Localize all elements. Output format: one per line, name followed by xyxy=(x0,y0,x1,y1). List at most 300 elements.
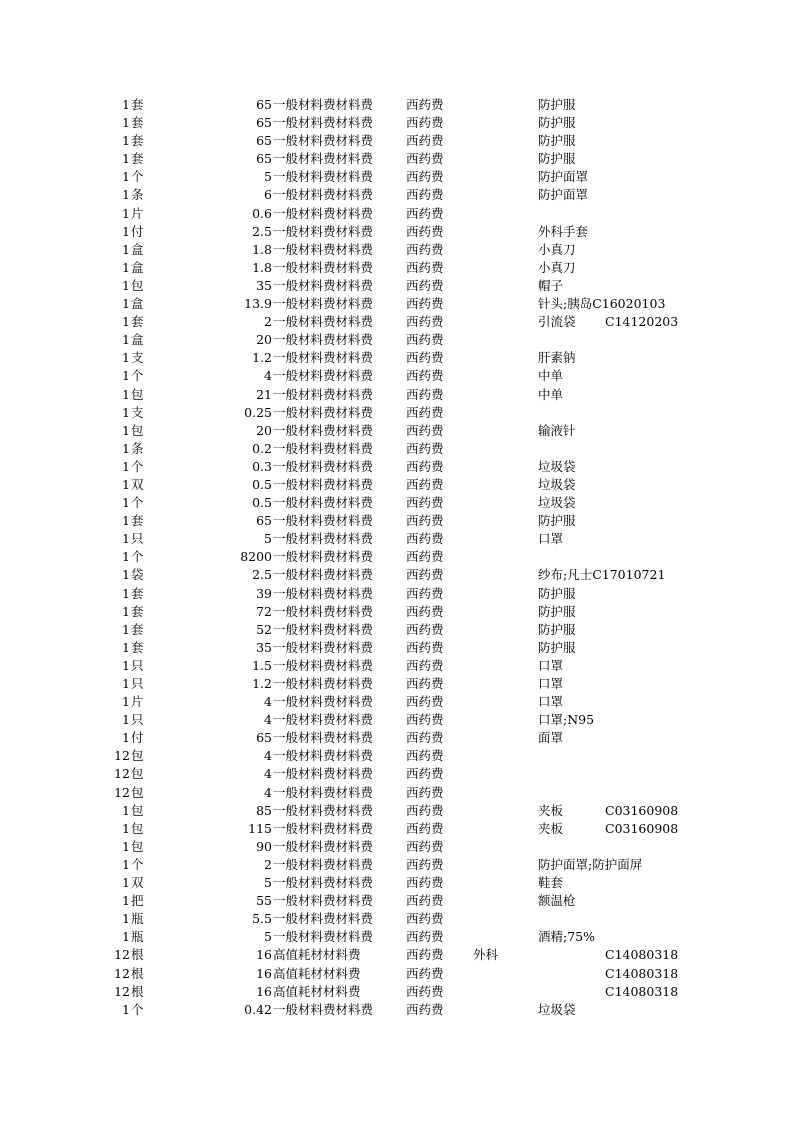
fee-type-cell: 西药费 xyxy=(406,314,444,330)
table-row xyxy=(0,747,793,765)
unit-cell: 个 xyxy=(131,368,144,384)
unit-cell: 片 xyxy=(131,694,144,710)
item-name-cell: 输液针 xyxy=(538,422,576,438)
table-row xyxy=(0,928,793,946)
category-cell: 一般材料费材料费 xyxy=(273,133,374,149)
price-cell: 1.2 xyxy=(252,676,272,691)
quantity-cell: 1 xyxy=(122,639,130,655)
table-row xyxy=(0,422,793,440)
price-cell: 16 xyxy=(256,983,272,999)
fee-type-cell: 西药费 xyxy=(406,694,444,710)
price-cell: 2 xyxy=(264,314,272,330)
table-row xyxy=(0,295,793,313)
price-cell: 0.2 xyxy=(252,440,272,456)
fee-type-cell: 西药费 xyxy=(406,549,444,565)
price-cell: 4 xyxy=(264,694,272,710)
quantity-cell: 1 xyxy=(122,911,130,927)
table-row xyxy=(0,1001,793,1019)
price-cell: 0.5 xyxy=(252,476,272,492)
unit-cell: 套 xyxy=(131,639,144,655)
unit-cell: 个 xyxy=(131,458,144,474)
price-cell: 65 xyxy=(256,730,272,746)
quantity-cell: 1 xyxy=(122,657,130,673)
price-cell: 72 xyxy=(256,603,272,619)
item-name-cell: 防护服 xyxy=(538,603,576,619)
unit-cell: 套 xyxy=(131,151,144,167)
category-cell: 一般材料费材料费 xyxy=(273,856,374,872)
unit-cell: 个 xyxy=(131,549,144,565)
fee-type-cell: 西药费 xyxy=(406,585,444,601)
price-cell: 52 xyxy=(256,621,272,637)
price-cell: 4 xyxy=(264,368,272,384)
fee-type-cell: 西药费 xyxy=(406,820,444,836)
table-row xyxy=(0,313,793,331)
unit-cell: 支 xyxy=(131,350,144,366)
unit-cell: 包 xyxy=(131,820,144,836)
table-row xyxy=(0,675,793,693)
unit-cell: 双 xyxy=(131,875,144,891)
category-cell: 一般材料费材料费 xyxy=(273,875,374,891)
category-cell: 一般材料费材料费 xyxy=(273,314,374,330)
table-row xyxy=(0,367,793,385)
price-cell: 5 xyxy=(264,929,272,945)
category-cell: 一般材料费材料费 xyxy=(273,621,374,637)
table-row xyxy=(0,223,793,241)
item-name-cell: 中单 xyxy=(538,386,564,402)
quantity-cell: 1 xyxy=(122,549,130,565)
item-name-cell: 垃圾袋 xyxy=(538,476,576,492)
price-cell: 35 xyxy=(256,639,272,655)
category-cell: 一般材料费材料费 xyxy=(273,766,374,782)
item-name-cell: 垃圾袋 xyxy=(538,458,576,474)
item-code-cell: C14120203 xyxy=(605,314,679,330)
quantity-cell: 1 xyxy=(122,205,130,221)
quantity-cell: 12 xyxy=(114,965,130,981)
quantity-cell: 1 xyxy=(122,223,130,239)
unit-cell: 套 xyxy=(131,513,144,529)
price-cell: 0.6 xyxy=(252,205,272,221)
category-cell: 一般材料费材料费 xyxy=(273,277,374,293)
table-row xyxy=(0,530,793,548)
item-name-cell: 面罩 xyxy=(538,730,564,746)
quantity-cell: 1 xyxy=(122,169,130,185)
price-cell: 65 xyxy=(256,151,272,167)
quantity-cell: 1 xyxy=(122,368,130,384)
quantity-cell: 1 xyxy=(122,115,130,131)
category-cell: 一般材料费材料费 xyxy=(273,422,374,438)
price-cell: 85 xyxy=(256,802,272,818)
item-name-cell: 垃圾袋 xyxy=(538,495,576,511)
price-cell: 4 xyxy=(264,766,272,782)
fee-type-cell: 西药费 xyxy=(406,730,444,746)
quantity-cell: 1 xyxy=(122,458,130,474)
item-name-cell: 引流袋 xyxy=(538,314,576,330)
item-name-cell: 小真刀 xyxy=(538,241,576,257)
fee-type-cell: 西药费 xyxy=(406,187,444,203)
price-cell: 16 xyxy=(256,965,272,981)
fee-type-cell: 西药费 xyxy=(406,802,444,818)
unit-cell: 根 xyxy=(131,965,144,981)
category-cell: 高值耗材材料费 xyxy=(273,965,361,981)
quantity-cell: 12 xyxy=(114,947,130,963)
fee-type-cell: 西药费 xyxy=(406,567,444,583)
fee-type-cell: 西药费 xyxy=(406,205,444,221)
quantity-cell: 1 xyxy=(122,187,130,203)
quantity-cell: 1 xyxy=(122,929,130,945)
item-name-cell: 防护服 xyxy=(538,585,576,601)
category-cell: 一般材料费材料费 xyxy=(273,169,374,185)
fee-type-cell: 西药费 xyxy=(406,404,444,420)
category-cell: 一般材料费材料费 xyxy=(273,820,374,836)
category-cell: 一般材料费材料费 xyxy=(273,567,374,583)
quantity-cell: 1 xyxy=(122,296,130,312)
unit-cell: 付 xyxy=(131,730,144,746)
quantity-cell: 1 xyxy=(122,820,130,836)
table-row xyxy=(0,566,793,584)
unit-cell: 套 xyxy=(131,603,144,619)
table-row xyxy=(0,802,793,820)
item-name-cell: 针头;胰岛C16020103 xyxy=(538,296,666,312)
price-cell: 5 xyxy=(264,875,272,891)
table-row xyxy=(0,150,793,168)
fee-type-cell: 西药费 xyxy=(406,332,444,348)
fee-type-cell: 西药费 xyxy=(406,621,444,637)
category-cell: 一般材料费材料费 xyxy=(273,784,374,800)
item-name-cell: 防护服 xyxy=(538,639,576,655)
item-name-cell: 夹板 xyxy=(538,802,564,818)
item-name-cell: 帽子 xyxy=(538,277,564,293)
unit-cell: 个 xyxy=(131,856,144,872)
category-cell: 一般材料费材料费 xyxy=(273,712,374,728)
category-cell: 一般材料费材料费 xyxy=(273,513,374,529)
quantity-cell: 1 xyxy=(122,694,130,710)
quantity-cell: 1 xyxy=(122,277,130,293)
table-row xyxy=(0,965,793,983)
table-row xyxy=(0,259,793,277)
category-cell: 一般材料费材料费 xyxy=(273,694,374,710)
quantity-cell: 1 xyxy=(122,151,130,167)
department-cell: 外科 xyxy=(473,947,499,963)
category-cell: 一般材料费材料费 xyxy=(273,223,374,239)
item-name-cell: 酒精;75% xyxy=(538,929,595,945)
price-cell: 2.5 xyxy=(252,567,272,583)
table-row xyxy=(0,404,793,422)
item-name-cell: 防护服 xyxy=(538,115,576,131)
quantity-cell: 1 xyxy=(122,676,130,691)
unit-cell: 只 xyxy=(131,657,144,673)
fee-type-cell: 西药费 xyxy=(406,169,444,185)
quantity-cell: 1 xyxy=(122,531,130,547)
category-cell: 一般材料费材料费 xyxy=(273,458,374,474)
item-name-cell: 防护服 xyxy=(538,133,576,149)
fee-type-cell: 西药费 xyxy=(406,603,444,619)
table-row xyxy=(0,512,793,530)
fee-type-cell: 西药费 xyxy=(406,657,444,673)
item-name-cell: 鞋套 xyxy=(538,875,564,891)
unit-cell: 个 xyxy=(131,1001,144,1017)
fee-type-cell: 西药费 xyxy=(406,911,444,927)
table-row xyxy=(0,458,793,476)
table-row xyxy=(0,910,793,928)
category-cell: 一般材料费材料费 xyxy=(273,639,374,655)
category-cell: 一般材料费材料费 xyxy=(273,440,374,456)
unit-cell: 盒 xyxy=(131,332,144,348)
price-cell: 115 xyxy=(248,820,272,836)
quantity-cell: 12 xyxy=(114,766,130,782)
table-row xyxy=(0,946,793,964)
unit-cell: 瓶 xyxy=(131,911,144,927)
price-cell: 1.5 xyxy=(252,657,272,673)
unit-cell: 条 xyxy=(131,440,144,456)
price-cell: 2.5 xyxy=(252,223,272,239)
quantity-cell: 1 xyxy=(122,603,130,619)
fee-type-cell: 西药费 xyxy=(406,259,444,275)
quantity-cell: 12 xyxy=(114,784,130,800)
category-cell: 一般材料费材料费 xyxy=(273,259,374,275)
fee-type-cell: 西药费 xyxy=(406,368,444,384)
table-row xyxy=(0,892,793,910)
price-cell: 1.2 xyxy=(252,350,272,366)
category-cell: 一般材料费材料费 xyxy=(273,386,374,402)
category-cell: 一般材料费材料费 xyxy=(273,115,374,131)
item-name-cell: 纱布;凡士C17010721 xyxy=(538,567,666,583)
unit-cell: 盒 xyxy=(131,296,144,312)
fee-type-cell: 西药费 xyxy=(406,784,444,800)
fee-type-cell: 西药费 xyxy=(406,676,444,691)
category-cell: 一般材料费材料费 xyxy=(273,802,374,818)
price-cell: 20 xyxy=(256,332,272,348)
fee-type-cell: 西药费 xyxy=(406,458,444,474)
category-cell: 一般材料费材料费 xyxy=(273,495,374,511)
table-row xyxy=(0,729,793,747)
category-cell: 一般材料费材料费 xyxy=(273,151,374,167)
unit-cell: 根 xyxy=(131,947,144,963)
category-cell: 一般材料费材料费 xyxy=(273,332,374,348)
item-code-cell: C14080318 xyxy=(605,947,679,963)
price-cell: 65 xyxy=(256,133,272,149)
table-row xyxy=(0,386,793,404)
unit-cell: 套 xyxy=(131,133,144,149)
table-row xyxy=(0,765,793,783)
item-name-cell: 口罩 xyxy=(538,657,564,673)
item-name-cell: 口罩;N95 xyxy=(538,712,595,728)
fee-type-cell: 西药费 xyxy=(406,929,444,945)
quantity-cell: 1 xyxy=(122,838,130,854)
price-cell: 65 xyxy=(256,115,272,131)
item-name-cell: 防护服 xyxy=(538,151,576,167)
fee-type-cell: 西药费 xyxy=(406,947,444,963)
table-row xyxy=(0,168,793,186)
item-name-cell: 垃圾袋 xyxy=(538,1001,576,1017)
unit-cell: 包 xyxy=(131,838,144,854)
table-row xyxy=(0,241,793,259)
category-cell: 一般材料费材料费 xyxy=(273,368,374,384)
unit-cell: 包 xyxy=(131,784,144,800)
item-name-cell: 口罩 xyxy=(538,694,564,710)
category-cell: 一般材料费材料费 xyxy=(273,241,374,257)
table-row xyxy=(0,621,793,639)
table-row xyxy=(0,784,793,802)
table-row xyxy=(0,548,793,566)
item-code-cell: C03160908 xyxy=(605,802,679,818)
quantity-cell: 1 xyxy=(122,513,130,529)
category-cell: 一般材料费材料费 xyxy=(273,549,374,565)
table-row xyxy=(0,331,793,349)
fee-type-cell: 西药费 xyxy=(406,115,444,131)
quantity-cell: 12 xyxy=(114,748,130,764)
category-cell: 一般材料费材料费 xyxy=(273,476,374,492)
fee-type-cell: 西药费 xyxy=(406,495,444,511)
quantity-cell: 12 xyxy=(114,983,130,999)
fee-type-cell: 西药费 xyxy=(406,748,444,764)
unit-cell: 包 xyxy=(131,422,144,438)
unit-cell: 只 xyxy=(131,712,144,728)
quantity-cell: 1 xyxy=(122,350,130,366)
category-cell: 一般材料费材料费 xyxy=(273,929,374,945)
quantity-cell: 1 xyxy=(122,241,130,257)
category-cell: 一般材料费材料费 xyxy=(273,350,374,366)
fee-type-cell: 西药费 xyxy=(406,223,444,239)
category-cell: 一般材料费材料费 xyxy=(273,748,374,764)
table-row xyxy=(0,585,793,603)
category-cell: 一般材料费材料费 xyxy=(273,730,374,746)
price-cell: 20 xyxy=(256,422,272,438)
table-row xyxy=(0,186,793,204)
category-cell: 一般材料费材料费 xyxy=(273,97,374,112)
table-row xyxy=(0,349,793,367)
quantity-cell: 1 xyxy=(122,97,130,112)
table-row xyxy=(0,983,793,1001)
fee-type-cell: 西药费 xyxy=(406,277,444,293)
price-cell: 1.8 xyxy=(252,241,272,257)
quantity-cell: 1 xyxy=(122,730,130,746)
price-cell: 4 xyxy=(264,712,272,728)
price-cell: 0.3 xyxy=(252,458,272,474)
fee-type-cell: 西药费 xyxy=(406,639,444,655)
fee-type-cell: 西药费 xyxy=(406,440,444,456)
fee-type-cell: 西药费 xyxy=(406,531,444,547)
fee-type-cell: 西药费 xyxy=(406,965,444,981)
table-row xyxy=(0,96,793,114)
fee-type-cell: 西药费 xyxy=(406,712,444,728)
category-cell: 一般材料费材料费 xyxy=(273,1001,374,1017)
item-name-cell: 防护面罩 xyxy=(538,169,589,185)
price-cell: 39 xyxy=(256,585,272,601)
item-code-cell: C03160908 xyxy=(605,820,679,836)
quantity-cell: 1 xyxy=(122,621,130,637)
quantity-cell: 1 xyxy=(122,440,130,456)
fee-type-cell: 西药费 xyxy=(406,476,444,492)
unit-cell: 套 xyxy=(131,585,144,601)
item-name-cell: 口罩 xyxy=(538,531,564,547)
table-row xyxy=(0,838,793,856)
item-name-cell: 防护服 xyxy=(538,621,576,637)
fee-type-cell: 西药费 xyxy=(406,983,444,999)
price-cell: 1.8 xyxy=(252,259,272,275)
table-row xyxy=(0,711,793,729)
price-cell: 5 xyxy=(264,531,272,547)
price-cell: 5 xyxy=(264,169,272,185)
unit-cell: 套 xyxy=(131,97,144,112)
price-cell: 65 xyxy=(256,97,272,112)
price-cell: 13.9 xyxy=(244,296,272,312)
table-row xyxy=(0,874,793,892)
item-name-cell: 防护面罩 xyxy=(538,187,589,203)
unit-cell: 包 xyxy=(131,386,144,402)
unit-cell: 盒 xyxy=(131,241,144,257)
fee-type-cell: 西药费 xyxy=(406,893,444,909)
table-row xyxy=(0,205,793,223)
price-cell: 16 xyxy=(256,947,272,963)
unit-cell: 把 xyxy=(131,893,144,909)
unit-cell: 瓶 xyxy=(131,929,144,945)
table-row xyxy=(0,440,793,458)
unit-cell: 只 xyxy=(131,531,144,547)
table-row xyxy=(0,657,793,675)
quantity-cell: 1 xyxy=(122,585,130,601)
table-row xyxy=(0,494,793,512)
unit-cell: 包 xyxy=(131,802,144,818)
category-cell: 一般材料费材料费 xyxy=(273,911,374,927)
price-cell: 6 xyxy=(264,187,272,203)
unit-cell: 支 xyxy=(131,404,144,420)
quantity-cell: 1 xyxy=(122,567,130,583)
price-cell: 0.42 xyxy=(244,1001,272,1017)
category-cell: 高值耗材材料费 xyxy=(273,947,361,963)
unit-cell: 个 xyxy=(131,495,144,511)
fee-type-cell: 西药费 xyxy=(406,241,444,257)
item-name-cell: 额温枪 xyxy=(538,893,576,909)
unit-cell: 片 xyxy=(131,205,144,221)
item-name-cell: 中单 xyxy=(538,368,564,384)
price-cell: 21 xyxy=(256,386,272,402)
unit-cell: 盒 xyxy=(131,259,144,275)
fee-type-cell: 西药费 xyxy=(406,133,444,149)
category-cell: 一般材料费材料费 xyxy=(273,404,374,420)
category-cell: 高值耗材材料费 xyxy=(273,983,361,999)
unit-cell: 个 xyxy=(131,169,144,185)
table-row xyxy=(0,114,793,132)
price-cell: 4 xyxy=(264,784,272,800)
unit-cell: 套 xyxy=(131,115,144,131)
quantity-cell: 1 xyxy=(122,712,130,728)
price-cell: 0.5 xyxy=(252,495,272,511)
table-row xyxy=(0,693,793,711)
quantity-cell: 1 xyxy=(122,259,130,275)
quantity-cell: 1 xyxy=(122,314,130,330)
quantity-cell: 1 xyxy=(122,875,130,891)
table-row xyxy=(0,277,793,295)
category-cell: 一般材料费材料费 xyxy=(273,187,374,203)
quantity-cell: 1 xyxy=(122,495,130,511)
fee-type-cell: 西药费 xyxy=(406,422,444,438)
item-code-cell: C14080318 xyxy=(605,983,679,999)
item-name-cell: 肝素钠 xyxy=(538,350,576,366)
category-cell: 一般材料费材料费 xyxy=(273,296,374,312)
price-cell: 90 xyxy=(256,838,272,854)
quantity-cell: 1 xyxy=(122,404,130,420)
price-cell: 2 xyxy=(264,856,272,872)
fee-type-cell: 西药费 xyxy=(406,856,444,872)
unit-cell: 包 xyxy=(131,766,144,782)
item-name-cell: 口罩 xyxy=(538,676,564,691)
price-cell: 0.25 xyxy=(244,404,272,420)
material-fee-table xyxy=(0,96,793,1019)
quantity-cell: 1 xyxy=(122,856,130,872)
item-name-cell: 夹板 xyxy=(538,820,564,836)
quantity-cell: 1 xyxy=(122,1001,130,1017)
table-row xyxy=(0,820,793,838)
